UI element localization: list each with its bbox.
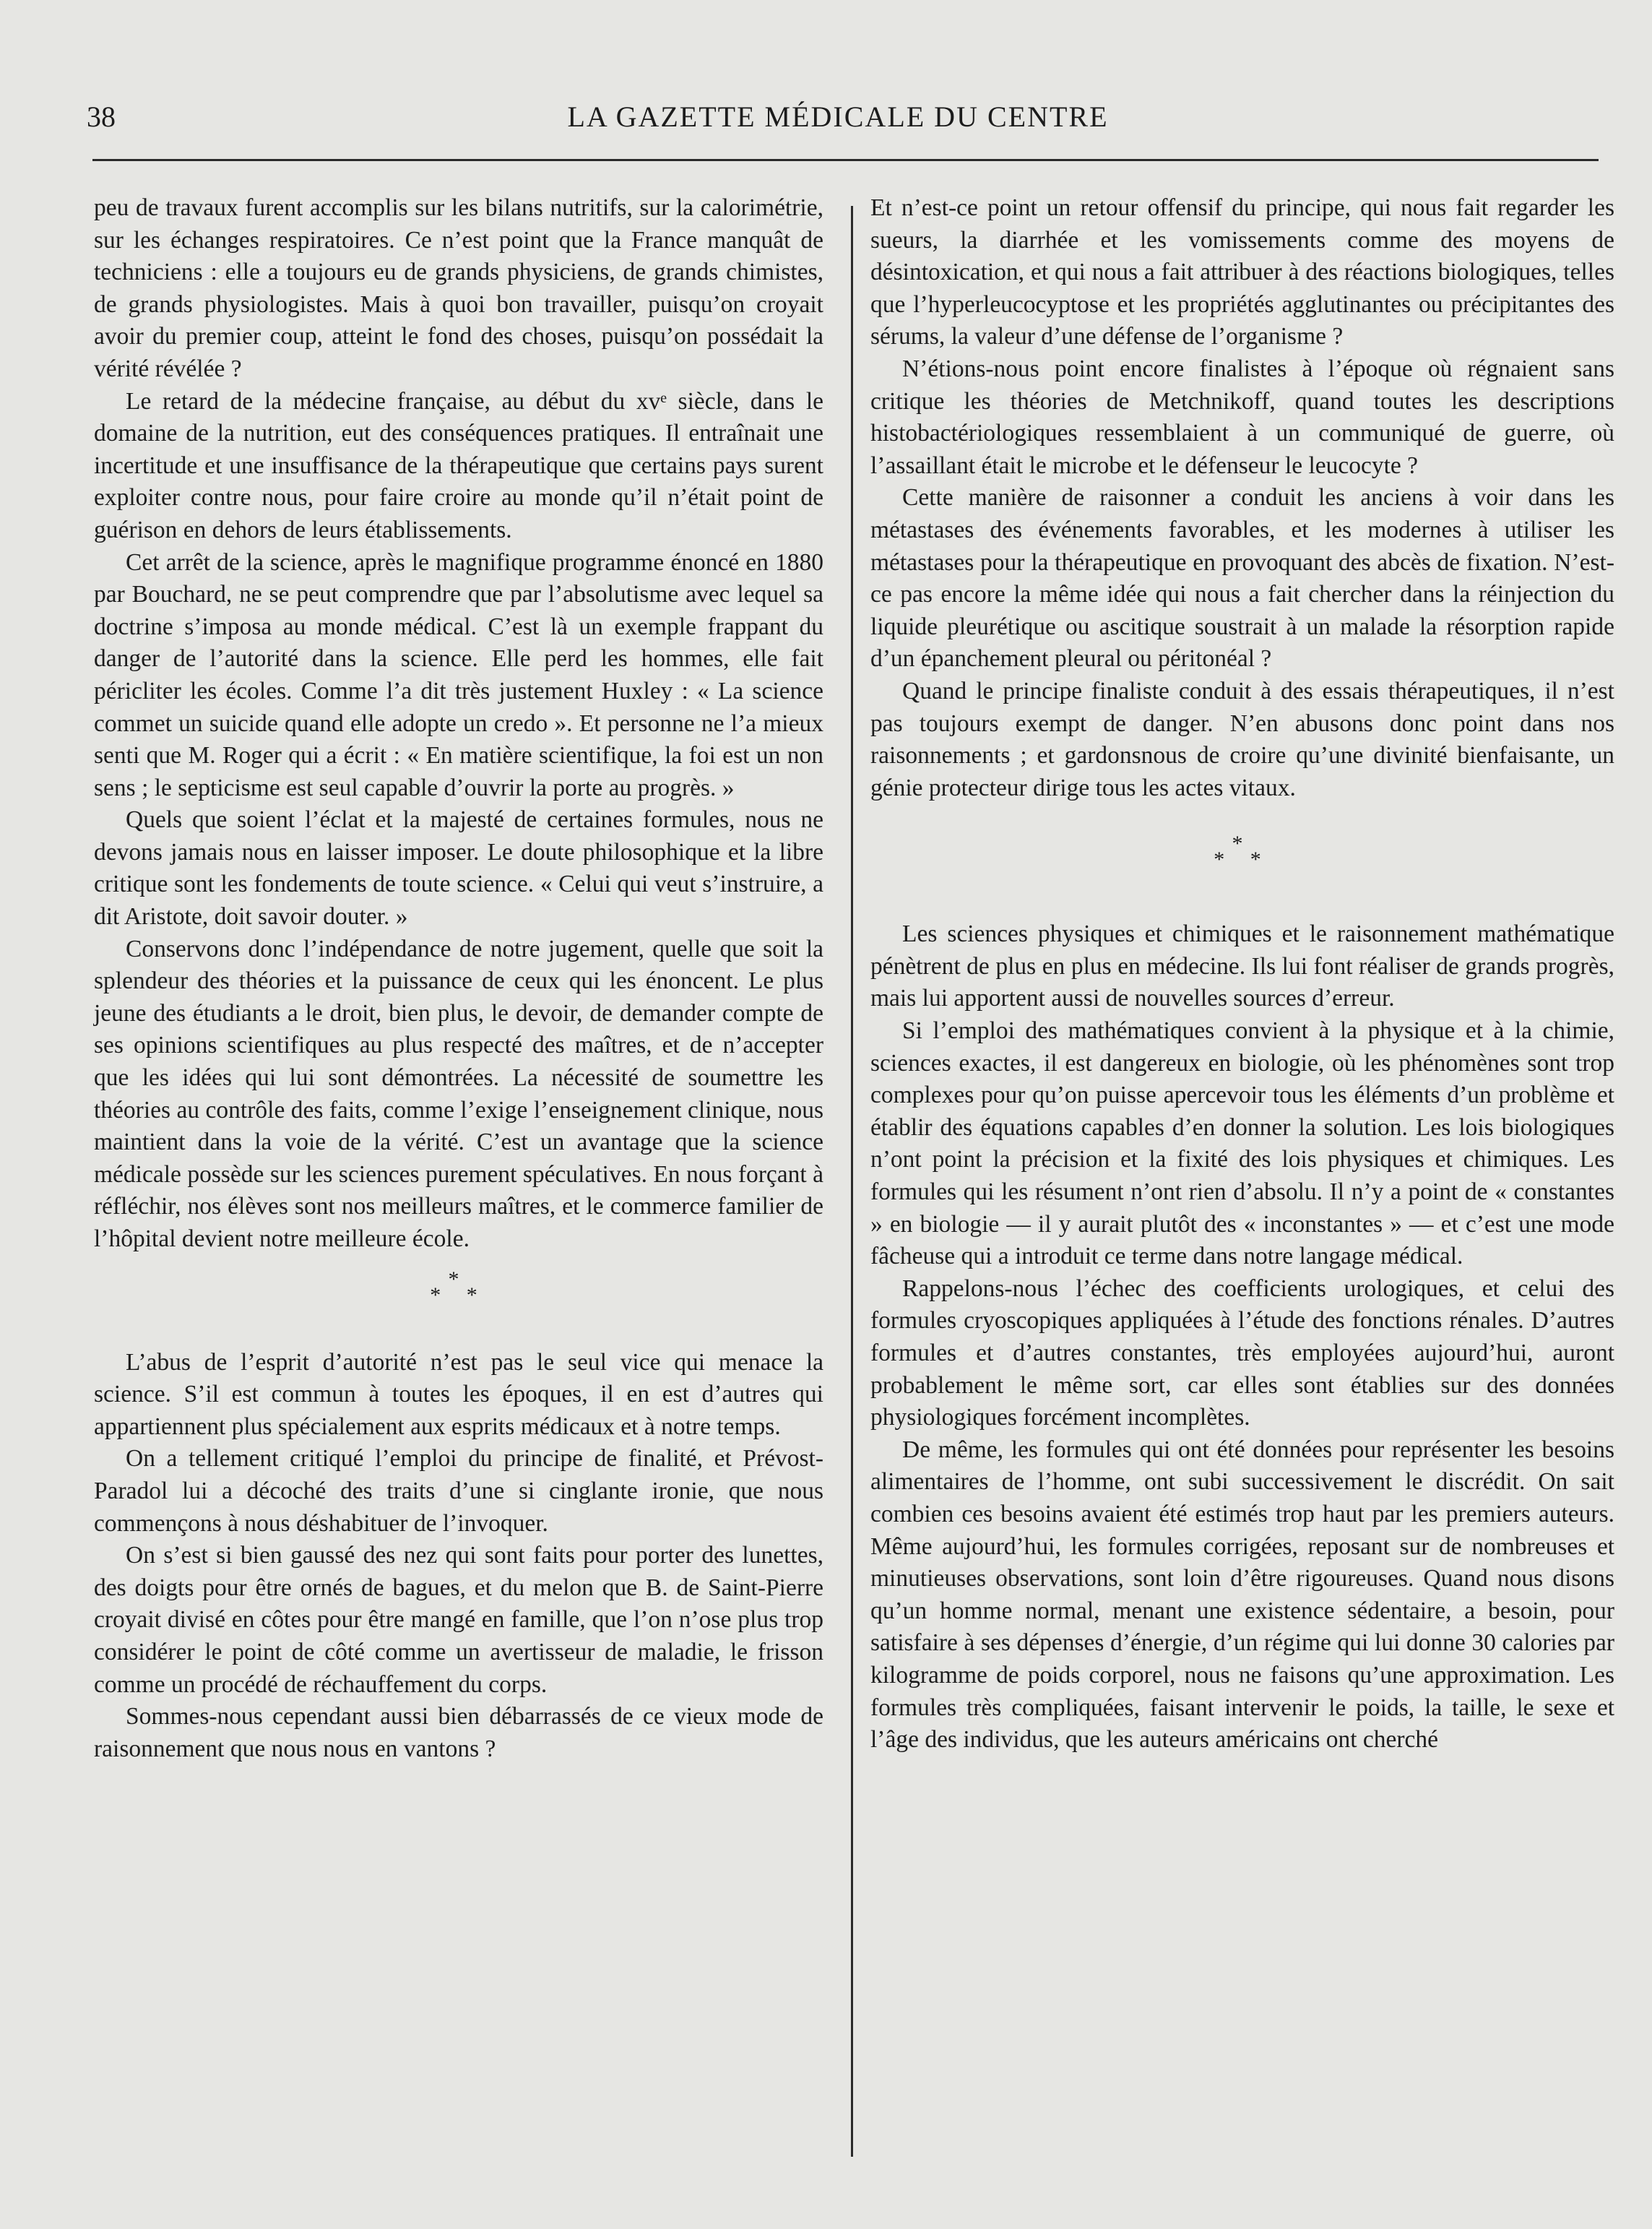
paragraph: Cet arrêt de la science, après le magnifique programme énoncé en 1880 par Bouchard, ne se peut comprendre que par l’absolutisme avec lequel sa doctrine s’imposa au monde médical. C’est là un exemple frappant du danger de l’autorité dans la science. Elle perd les hommes, elle fait péricliter les écoles. Comme l’a dit très justement Huxley : « La science commet un suicide quand elle adopte un credo ». Et personne ne l’a mieux senti que M. Roger qui a écrit : « En matière scientifique, la foi est un non sens ; le septicisme est seul capable d’ouvrir la porte au progrès. » <box>94 548 823 801</box>
paragraph: Sommes-nous cependant aussi bien débarrassés de ce vieux mode de raisonnement que nous nous en vantons ? <box>94 1703 823 1762</box>
paragraph: Le retard de la médecine française, au début du xvᵉ siècle, dans le domaine de la nutrition, eut des conséquences pratiques. Il entraînait une incertitude et une insuffisance de la thérapeutique que certains pays surent exploiter contre nous, pour faire croire au monde qu’il n’était point de guérison en dehors de leurs établissements. <box>94 387 823 543</box>
header-rule <box>92 159 1599 161</box>
separator-stars: * * * <box>1214 832 1271 872</box>
paragraph: Conservons donc l’indépendance de notre jugement, quelle que soit la splendeur des théories et la puissance de ceux qui les énoncent. Le plus jeune des étudiants a le droit, bien plus, le devoir, de demander compte de ses opinions scientifiques au plus respecté des maîtres, et de n’accepter que les idées qui lui sont démontrées. La nécessité de soumettre les théories au contrôle des faits, comme l’exige l’enseignement clinique, nous maintient dans la voie de la vérité. C’est un avantage que la science médicale possède sur les sciences purement spéculatives. En nous forçant à réfléchir, nos élèves sont nos meilleurs maîtres, et le commerce familier de l’hôpital devient notre meilleure école. <box>94 935 823 1252</box>
paragraph: Et n’est-ce point un retour offensif du principe, qui nous fait regarder les sueurs, la diarrhée et les vomissements comme des moyens de désintoxication, et qui nous a fait attribuer à des réactions biologiques, telles que l’hyperleucocyptose et les propriétés agglutinantes ou précipitantes des sérums, la valeur d’une défense de l’organisme ? <box>870 194 1614 350</box>
column-divider <box>851 206 853 2157</box>
paragraph: On a tellement critiqué l’emploi du principe de finalité, et Prévost-Paradol lui a décoché des traits d’une si cinglante ironie, que nous commençons à nous déshabituer de l’invoquer. <box>94 1445 823 1537</box>
paragraph: L’abus de l’esprit d’autorité n’est pas le seul vice qui menace la science. S’il est commun à toutes les époques, il en est d’autres qui appartiennent plus spécialement aux esprits médicaux et à notre temps. <box>94 1348 823 1440</box>
paragraph: Si l’emploi des mathématiques convient à la physique et à la chimie, sciences exactes, il est dangereux en biologie, où les phénomènes sont trop complexes pour qu’on puisse apercevoir tous les éléments d’un problème et établir des équations capables d’en donner la solution. Les lois biologiques n’ont point la précision et la fixité des lois physiques et chimiques. Les formules qui les résument n’ont rien d’absolu. Il n’y a point de « constantes » en biologie — il y aurait plutôt des « inconstantes » — et c’est une mode fâcheuse qui a introduit ce terme dans notre langage médical. <box>870 1017 1614 1270</box>
paragraph: Quand le principe finaliste conduit à des essais thérapeutiques, il n’est pas toujours exempt de danger. N’en abusons donc point dans nos raisonnements ; et gardonsnous de croire qu’une divinité bienfaisante, un génie protecteur dirige tous les actes vitaux. <box>870 677 1614 801</box>
paragraph: Rappelons-nous l’échec des coefficients urologiques, et celui des formules cryoscopiques appliquées à l’étude des fonctions rénales. D’autres formules et d’autres constantes, très employées aujourd’hui, auront probablement le même sort, car elles sont établies sur des données physiologiques forcément incomplètes. <box>870 1275 1614 1431</box>
left-column <box>94 192 823 1765</box>
paragraph: Les sciences physiques et chimiques et le raisonnement mathématique pénètrent de plus en plus en médecine. Ils lui font réaliser de grands progrès, mais lui apportent aussi de nouvelles sources d’erreur. <box>870 921 1614 1012</box>
page-header <box>87 100 1589 143</box>
section-separator <box>870 832 1614 872</box>
separator-stars: * * * <box>430 1267 488 1307</box>
paragraph: Cette manière de raisonner a conduit les anciens à voir dans les métastases des événements favorables, et les modernes à utiliser les métastases pour la thérapeutique en provoquant des abcès de fixation. N’est-ce pas encore la même idée qui nous a fait chercher dans la réinjection du liquide pleurétique ou ascitique soustrait à un malade la résorption rapide d’un épanchement pleural ou péritonéal ? <box>870 484 1614 673</box>
section-separator <box>94 1267 823 1307</box>
paragraph: On s’est si bien gaussé des nez qui sont faits pour porter des lunettes, des doigts pour être ornés de bagues, et du melon que B. de Saint-Pierre croyait divisé en côtes pour être mangé en famille, que l’on n’ose plus trop considérer le point de côté comme un avertisseur de maladie, le frisson comme un procédé de réchauffement du corps. <box>94 1542 823 1698</box>
right-column <box>870 192 1614 1756</box>
paragraph: De même, les formules qui ont été données pour représenter les besoins alimentaires de l’homme, ont subi successivement le discrédit. On sait combien ces besoins avaient été estimés trop haut par les premiers auteurs. Même aujourd’hui, les formules corrigées, reposant sur de nombreuses et minutieuses observations, sont loin d’être rigoureuses. Quand nous disons qu’un homme normal, menant une existence sédentaire, a besoin, pour satisfaire à ses dépenses d’énergie, d’un régime qui lui donne 30 calories par kilogramme de poids corporel, nous ne faisons qu’une approximation. Les formules très compliquées, faisant intervenir le poids, la taille, le sexe et l’âge des individus, que les auteurs américains ont cherché <box>870 1436 1614 1754</box>
page-number: 38 <box>87 100 116 133</box>
paragraph: N’étions-nous point encore finalistes à l’époque où régnaient sans critique les théories de Metchnikoff, quand toutes les descriptions histobactériologiques ressemblaient à un communiqué de guerre, où l’assaillant était le microbe et le défenseur le leucocyte ? <box>870 355 1614 479</box>
paragraph: Quels que soient l’éclat et la majesté de certaines formules, nous ne devons jamais nous en laisser imposer. Le doute philosophique et la libre critique sont les fondements de toute science. « Celui qui veut s’instruire, a dit Aristote, doit savoir douter. » <box>94 806 823 931</box>
running-title: LA GAZETTE MÉDICALE DU CENTRE <box>567 100 1109 133</box>
paragraph: peu de travaux furent accomplis sur les bilans nutritifs, sur la calorimétrie, sur les échanges respiratoires. Ce n’est point que la France manquât de techniciens : elle a toujours eu de grands physiciens, de grands chimistes, de grands physiologistes. Mais à quoi bon travailler, puisqu’on croyait avoir du premier coup, atteint le fond des choses, puisqu’on possédait la vérité révélée ? <box>94 194 823 382</box>
